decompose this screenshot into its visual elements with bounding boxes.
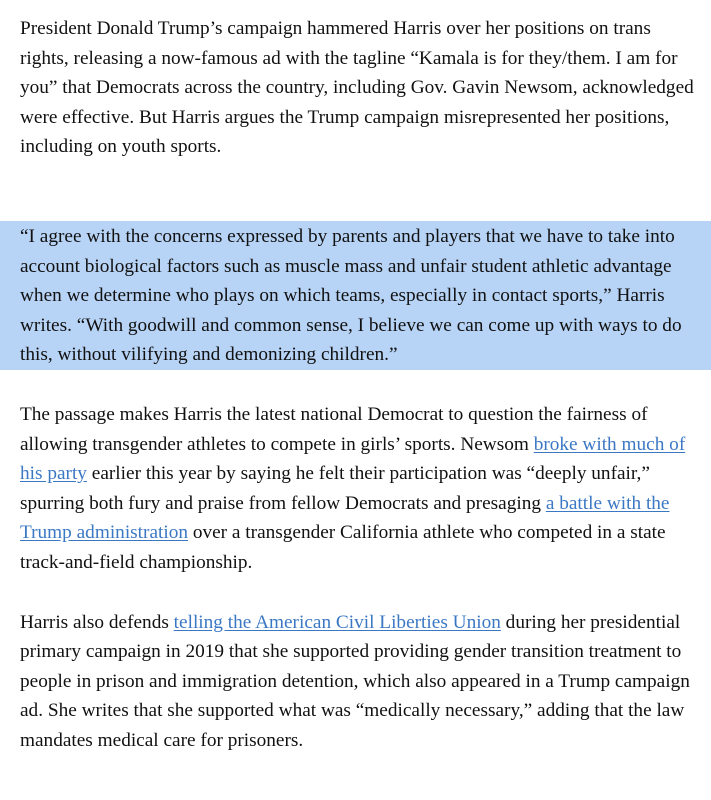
paragraph-text: earlier this year by saying he felt their participation was “deeply unfair,” spurring both fury and praise from fellow Democrats and presaging [20,463,650,514]
paragraph-trump-campaign: President Donald Trump’s campaign hammered Harris over her positions on trans rights, releasing a now-famous ad with the tagline “Kamala is for they/them. I am for you” that Democrats across the country, including Gov. Gavin Newsom, acknowledged were effective. But Harris argues the Trump campaign misrepresented her positions, including on youth sports. [20,18,694,158]
link-battle-with-trump-administration[interactable]: a battle with the Trump administration [20,492,670,544]
paragraph-newsom [20,400,700,578]
paragraph-text: over a transgender California athlete who competed in a state track-and-field championship. [20,522,666,573]
paragraph-aclu [20,608,700,756]
paragraph-text: Harris also defends [20,611,174,633]
selected-quote-paragraph[interactable]: “I agree with the concerns expressed by parents and players that we have to take into account biological factors such as muscle mass and unfair student athletic advantage when we determine who plays on which teams, especially in contact sports,” Harris writes. “With goodwill and common sense, I believe we can come up with ways to do this, without vilifying and demonizing children.” [0,221,711,370]
paragraph-text: during her presidential primary campaign in 2019 that she supported providing gender transition treatment to people in prison and immigration detention, which also appeared in a Trump campaign ad. She writes that she supported what was “medically necessary,” adding that the law mandates medical care for prisoners. [20,611,690,751]
paragraph-text: The passage makes Harris the latest national Democrat to question the fairness of allowing transgender athletes to compete in girls’ sports. Newsom [20,403,648,455]
link-aclu[interactable]: telling the American Civil Liberties Union [173,611,501,633]
link-broke-with-party[interactable]: broke with much of his party [20,433,686,485]
article-body [20,14,700,755]
